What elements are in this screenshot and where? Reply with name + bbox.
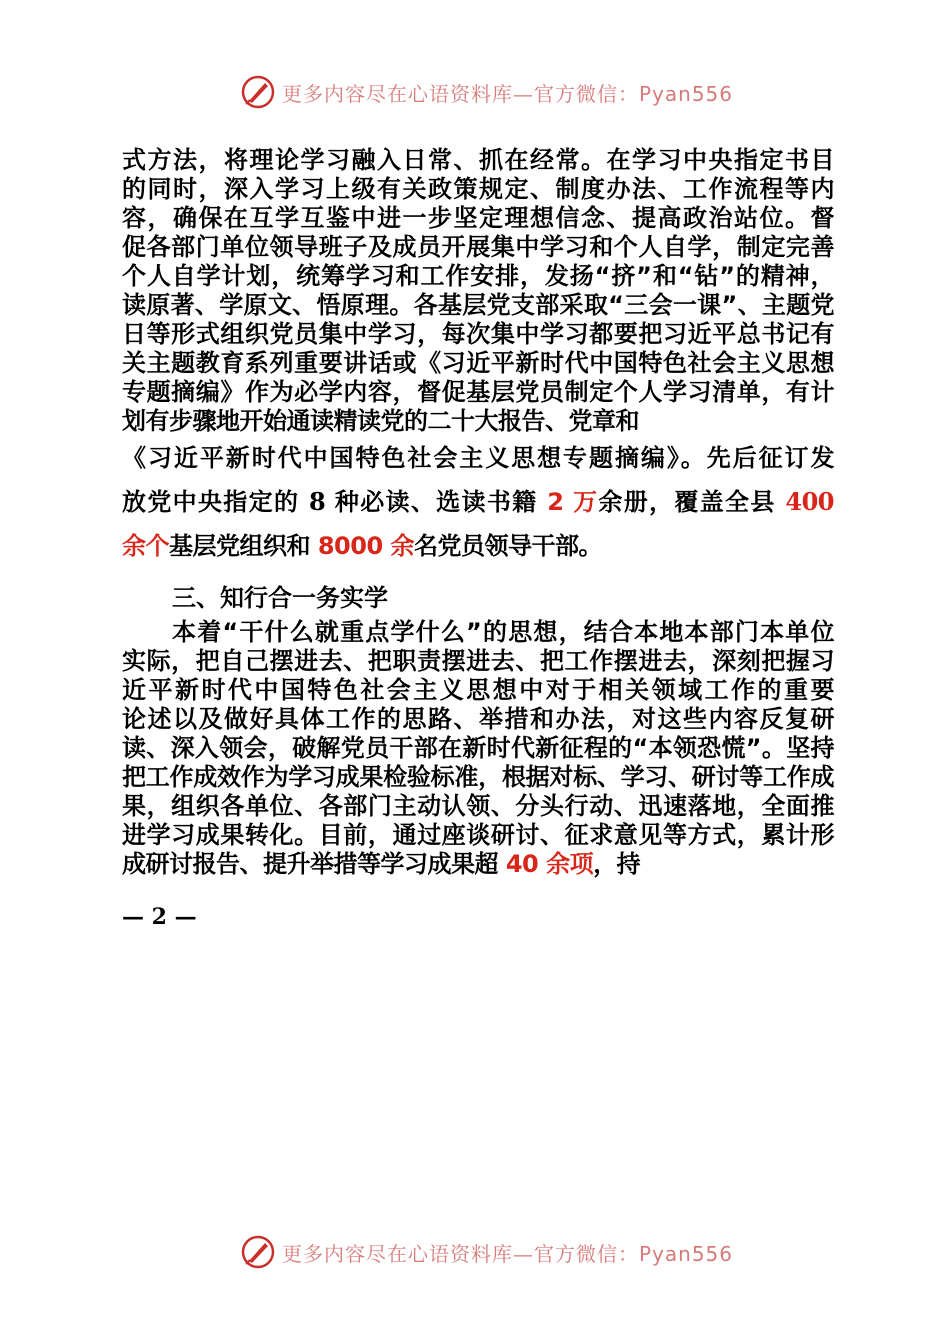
highlight-member-count: 8000 余 [317,532,415,560]
watermark-text: 更多内容尽在心语资料库—官方微信：Pyan556 [282,1241,734,1266]
highlight-results-count: 40 余项 [505,850,594,878]
text-line-results: 成研讨报告、提升举措等学习成果超 40 余项，持 [122,850,641,878]
watermark-header [240,72,733,112]
page-number: — 2 — [122,904,197,930]
highlight-book-count: 2 万 [547,488,599,516]
text-line: 果，组织各单位、各部门主动认领、分头行动、迅速落地，全面推 [122,792,834,820]
text-line: 把工作成效作为学习成果检验标准，根据对标、学习、研讨等工作成 [122,763,834,791]
paragraph-practice [122,618,834,879]
text-line: 论述以及做好具体工作的思路、举措和办法，对这些内容反复研 [122,705,834,733]
text-line: 促各部门单位领导班子及成员开展集中学习和个人自学，制定完善 [122,233,834,261]
text-line: 进学习成果转化。目前，通过座谈研讨、征求意见等方式，累计形 [122,821,834,849]
text-line: 读原著、学原文、悟原理。各基层党支部采取“三会一课”、主题党 [122,291,834,319]
pen-logo-icon [240,74,276,110]
text-line: 专题摘编》作为必学内容，督促基层党员制定个人学习清单，有计 [122,378,834,406]
section-heading: 三、知行合一务实学 [172,584,388,612]
text-line: 日等形式组织党员集中学习，每次集中学习都要把习近平总书记有 [122,320,834,348]
watermark-footer [240,1232,733,1272]
text-line-stats: 余个基层党组织和 8000 余名党员领导干部。 [122,532,603,560]
text-line: 的同时，深入学习上级有关政策规定、制度办法、工作流程等内 [122,175,834,203]
text-line-stats: 放党中央指定的 8 种必读、选读书籍 2 万余册，覆盖全县 400 [122,487,834,516]
highlight-org-count: 400 [785,487,834,516]
text-line: 《习近平新时代中国特色社会主义思想专题摘编》。先后征订发 [122,444,834,472]
text-line: 个人自学计划，统筹学习和工作安排，发扬“挤”和“钻”的精神， [122,262,834,290]
text-line: 式方法，将理论学习融入日常、抓在经常。在学习中央指定书目 [122,146,834,174]
watermark-text: 更多内容尽在心语资料库—官方微信：Pyan556 [282,81,734,106]
text-line: 实际，把自己摆进去、把职责摆进去、把工作摆进去，深刻把握习 [122,647,834,675]
text-line: 容，确保在互学互鉴中进一步坚定理想信念、提高政治站位。督 [122,204,834,232]
paragraph-study-methods [122,146,834,568]
highlight-org-count-suffix: 余个 [122,532,169,560]
text-line: 读、深入领会，破解党员干部在新时代新征程的“本领恐慌”。坚持 [122,734,834,762]
text-line: 本着“干什么就重点学什么”的思想，结合本地本部门本单位 [172,618,834,646]
pen-logo-icon [240,1234,276,1270]
text-line: 关主题教育系列重要讲话或《习近平新时代中国特色社会主义思想 [122,349,834,377]
document-body [122,146,834,879]
text-line: 近平新时代中国特色社会主义思想中对于相关领域工作的重要 [122,676,834,704]
text-line: 划有步骤地开始通读精读党的二十大报告、党章和 [122,407,639,435]
